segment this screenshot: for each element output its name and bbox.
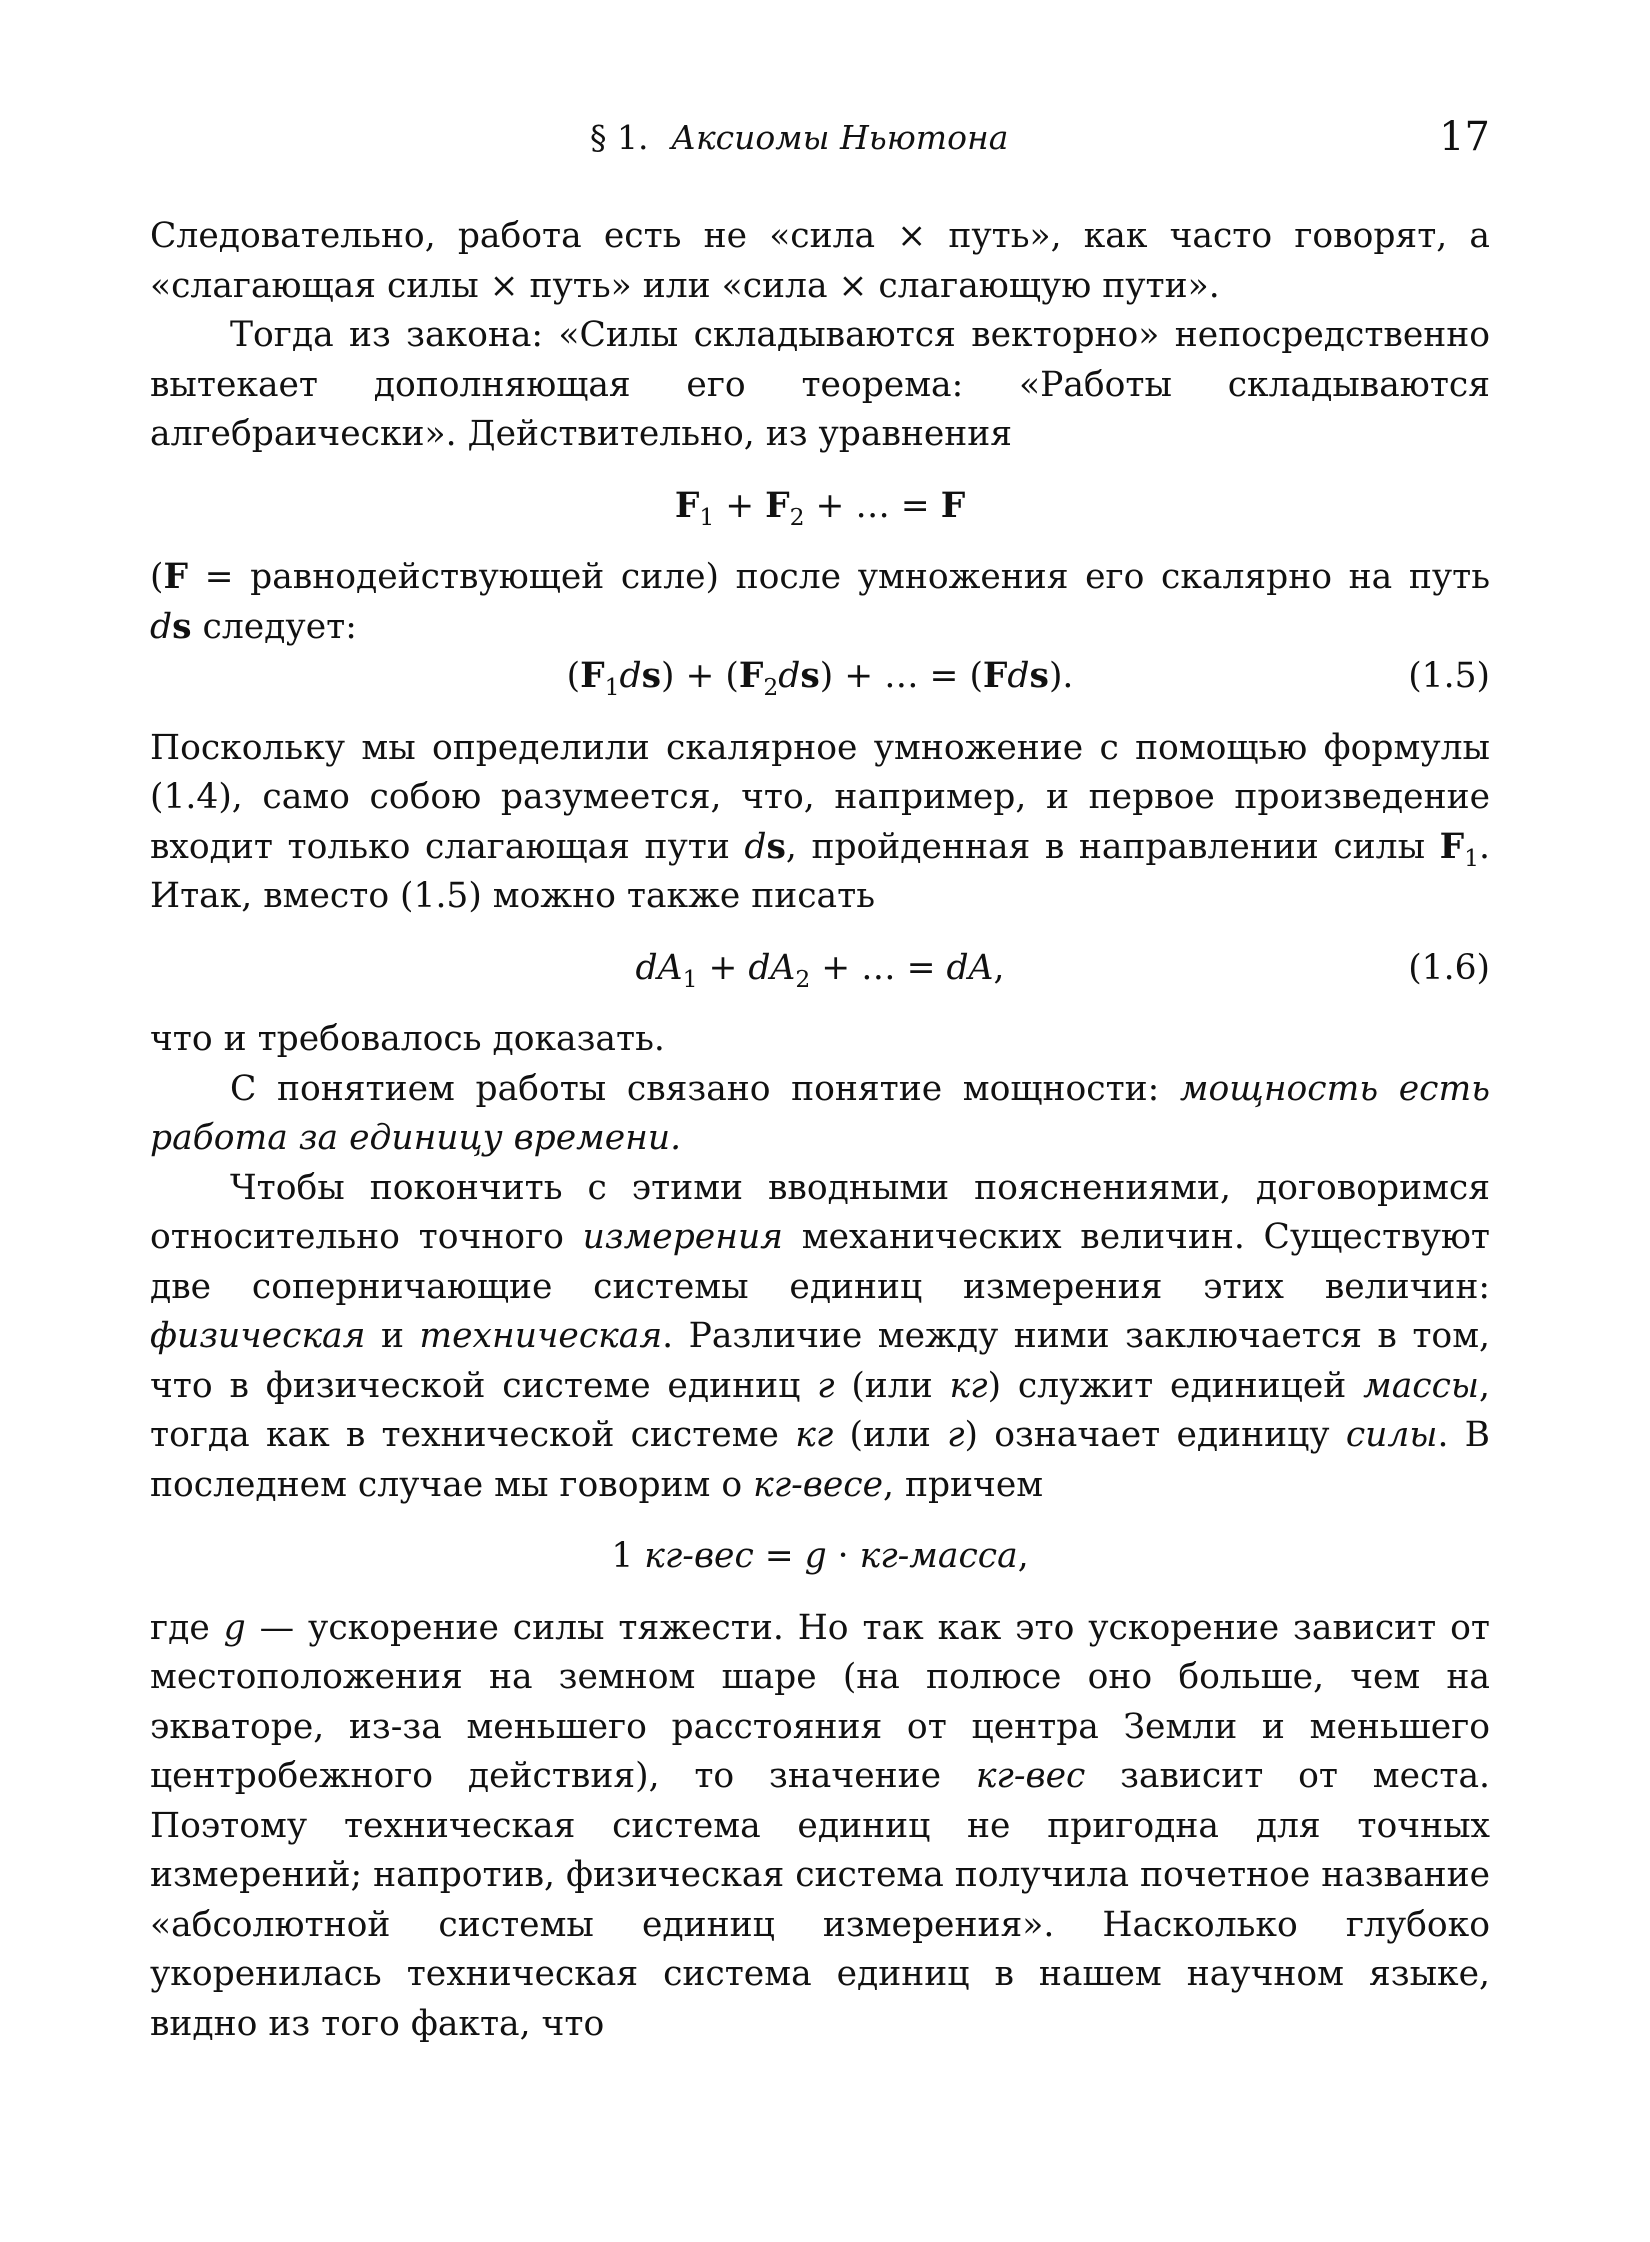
- eq-part: s: [1029, 656, 1049, 696]
- text-run: (или: [833, 1415, 948, 1455]
- eq-part: A: [770, 947, 796, 988]
- paragraph-8: [150, 1604, 1490, 2050]
- eq-part: + … =: [810, 947, 947, 988]
- eq-part: d: [946, 947, 969, 988]
- eq-part: F: [982, 656, 1008, 696]
- eq-symbol: F: [674, 485, 700, 526]
- text-run: зависит от места. Поэтому техническая система единиц не пригодна для точных измерений; напротив, физическая система получила почетное название «абсолютной системы единиц измерения». Насколько глубоко укоренилась техническая система единиц в нашем научном языке, видно из того факта, что: [150, 1756, 1490, 2044]
- equation-force-sum: [150, 482, 1490, 532]
- eq-subscript: 1: [699, 502, 715, 531]
- text-run: техническая: [419, 1316, 663, 1356]
- eq-part: + … =: [833, 656, 970, 696]
- eq-part: s: [641, 656, 662, 696]
- text-run: кг: [949, 1365, 988, 1406]
- eq-part: ): [819, 656, 834, 696]
- eq-part: (: [566, 656, 581, 696]
- text-run: механических величин. Существуют две соперничающие системы единиц измерения этих величин:: [150, 1217, 1490, 1307]
- equation-1-6: [150, 944, 1490, 994]
- paragraph-6: [150, 1065, 1490, 1164]
- paragraph-2: Тогда из закона: «Силы складываются векторно» непосредственно вытекает дополняющая его теорема: «Работы складываются алгебраически». Действительно, из уравнения: [150, 315, 1490, 454]
- eq-subscript: 2: [795, 964, 811, 993]
- eq-operator: +: [714, 485, 766, 526]
- eq-operator: + … =: [804, 485, 941, 526]
- page-body: [150, 212, 1490, 2049]
- text-run: d: [150, 606, 173, 647]
- text-run: кг-весе: [753, 1464, 884, 1505]
- text-run: F: [1439, 826, 1465, 867]
- text-run: физическая: [150, 1316, 366, 1356]
- section-number: § 1.: [590, 118, 649, 157]
- text-run: и: [365, 1316, 420, 1356]
- text-run: , причем: [883, 1464, 1044, 1505]
- text-run: С понятием работы связано понятие мощности:: [230, 1068, 1180, 1109]
- eq-part: кг-вес: [644, 1536, 754, 1576]
- text-run: (: [150, 557, 164, 597]
- text-run: — ускорение силы тяжести. Но так как это ускорение зависит от местоположения на земном шаре (на полюсе оно больше, чем на экваторе, из-за меньшего расстояния от центра Земли и меньшего центробежного действия), то значение: [150, 1607, 1490, 1796]
- eq-subscript: 1: [682, 964, 698, 993]
- text-run: массы: [1363, 1365, 1480, 1406]
- text-run: кг-вес: [975, 1756, 1086, 1796]
- text-run: следует:: [191, 606, 357, 647]
- text-run: g: [223, 1607, 246, 1648]
- text-run: F: [163, 557, 188, 597]
- eq-part: A: [657, 947, 683, 988]
- text-run: , пройденная в направлении силы: [785, 826, 1440, 867]
- eq-part: (: [725, 656, 739, 696]
- eq-part: +: [697, 947, 749, 988]
- eq-part: s: [800, 656, 820, 696]
- text-run: ) означает единицу: [964, 1415, 1346, 1455]
- text-run: , тогда как в технической системе: [150, 1365, 1490, 1455]
- text-run: . Различие между ними заключается в том, что в физической системе единиц: [150, 1316, 1490, 1406]
- text-run: (или: [834, 1365, 950, 1406]
- eq-part: ).: [1048, 656, 1074, 696]
- eq-subscript: 2: [789, 502, 805, 531]
- page-number: 17: [1439, 114, 1490, 160]
- eq-part: кг-масса: [859, 1536, 1018, 1576]
- text-run: 1: [1464, 843, 1480, 872]
- eq-part: d: [778, 656, 801, 696]
- text-run: г: [817, 1365, 835, 1406]
- equation-number: (1.5): [1408, 656, 1490, 696]
- eq-part: d: [635, 947, 658, 988]
- eq-symbol: F: [940, 485, 966, 526]
- text-run: силы: [1345, 1415, 1438, 1455]
- eq-part: F: [738, 656, 764, 696]
- eq-part: g: [804, 1536, 827, 1576]
- eq-part: d: [619, 656, 642, 696]
- paragraph-3: [150, 553, 1490, 652]
- eq-part: +: [674, 656, 726, 696]
- running-header: [150, 114, 1490, 178]
- eq-part: 1: [611, 1536, 645, 1576]
- equation-kg-weight: [150, 1532, 1490, 1582]
- text-run: s: [172, 606, 192, 647]
- chapter-title: Аксиомы Ньютона: [670, 118, 1009, 157]
- section-title: [590, 118, 1008, 157]
- paragraph-4: [150, 724, 1490, 922]
- text-run: кг: [795, 1415, 834, 1455]
- equation-1-5: $(F_1ds) + (F_2ds)$ + … = (Fds). (1.5): [150, 652, 1490, 702]
- text-run: d: [744, 826, 767, 867]
- text-run: ) служит единицей: [987, 1365, 1364, 1406]
- eq-part: A: [968, 947, 994, 988]
- eq-part: ·: [826, 1536, 860, 1576]
- eq-part: F: [580, 656, 605, 696]
- eq-part: ,: [1017, 1536, 1029, 1576]
- equation-number: (1.6): [1408, 947, 1490, 988]
- paragraph-5: что и требовалось доказать.: [150, 1019, 665, 1059]
- eq-part: ,: [993, 947, 1005, 988]
- text-run: Чтобы покончить с этими вводными пояснениями, договоримся относительно точного: [150, 1167, 1490, 1257]
- eq-subscript: 1: [604, 672, 620, 701]
- eq-symbol: F: [765, 485, 790, 526]
- text-run: где: [150, 1607, 224, 1648]
- text-run: . Итак, вместо (1.5) можно также писать: [150, 826, 1490, 916]
- eq-part: d: [748, 947, 771, 988]
- text-run: мощность есть работа за единицу времени.: [150, 1068, 1490, 1158]
- text-run: г: [947, 1415, 965, 1455]
- text-run: s: [766, 826, 786, 867]
- text-run: Поскольку мы определили скалярное умножение с помощью формулы (1.4), само собою разумеется, что, например, и первое произведение входит только слагающая пути: [150, 727, 1490, 867]
- text-run: = равнодействующей силе) после умножения его скалярно на путь: [187, 557, 1490, 597]
- eq-part: (: [969, 656, 983, 696]
- text-run: измерения: [582, 1217, 784, 1257]
- eq-part: ): [661, 656, 675, 696]
- eq-part: =: [753, 1536, 805, 1576]
- paragraph-7: [150, 1164, 1490, 1511]
- text-run: . В последнем случае мы говорим о: [150, 1415, 1490, 1505]
- eq-part: d: [1007, 656, 1030, 696]
- paragraph-1: Следовательно, работа есть не «сила × путь», как часто говорят, а «слагающая силы × путь» или «сила × слагающую пути».: [150, 216, 1490, 306]
